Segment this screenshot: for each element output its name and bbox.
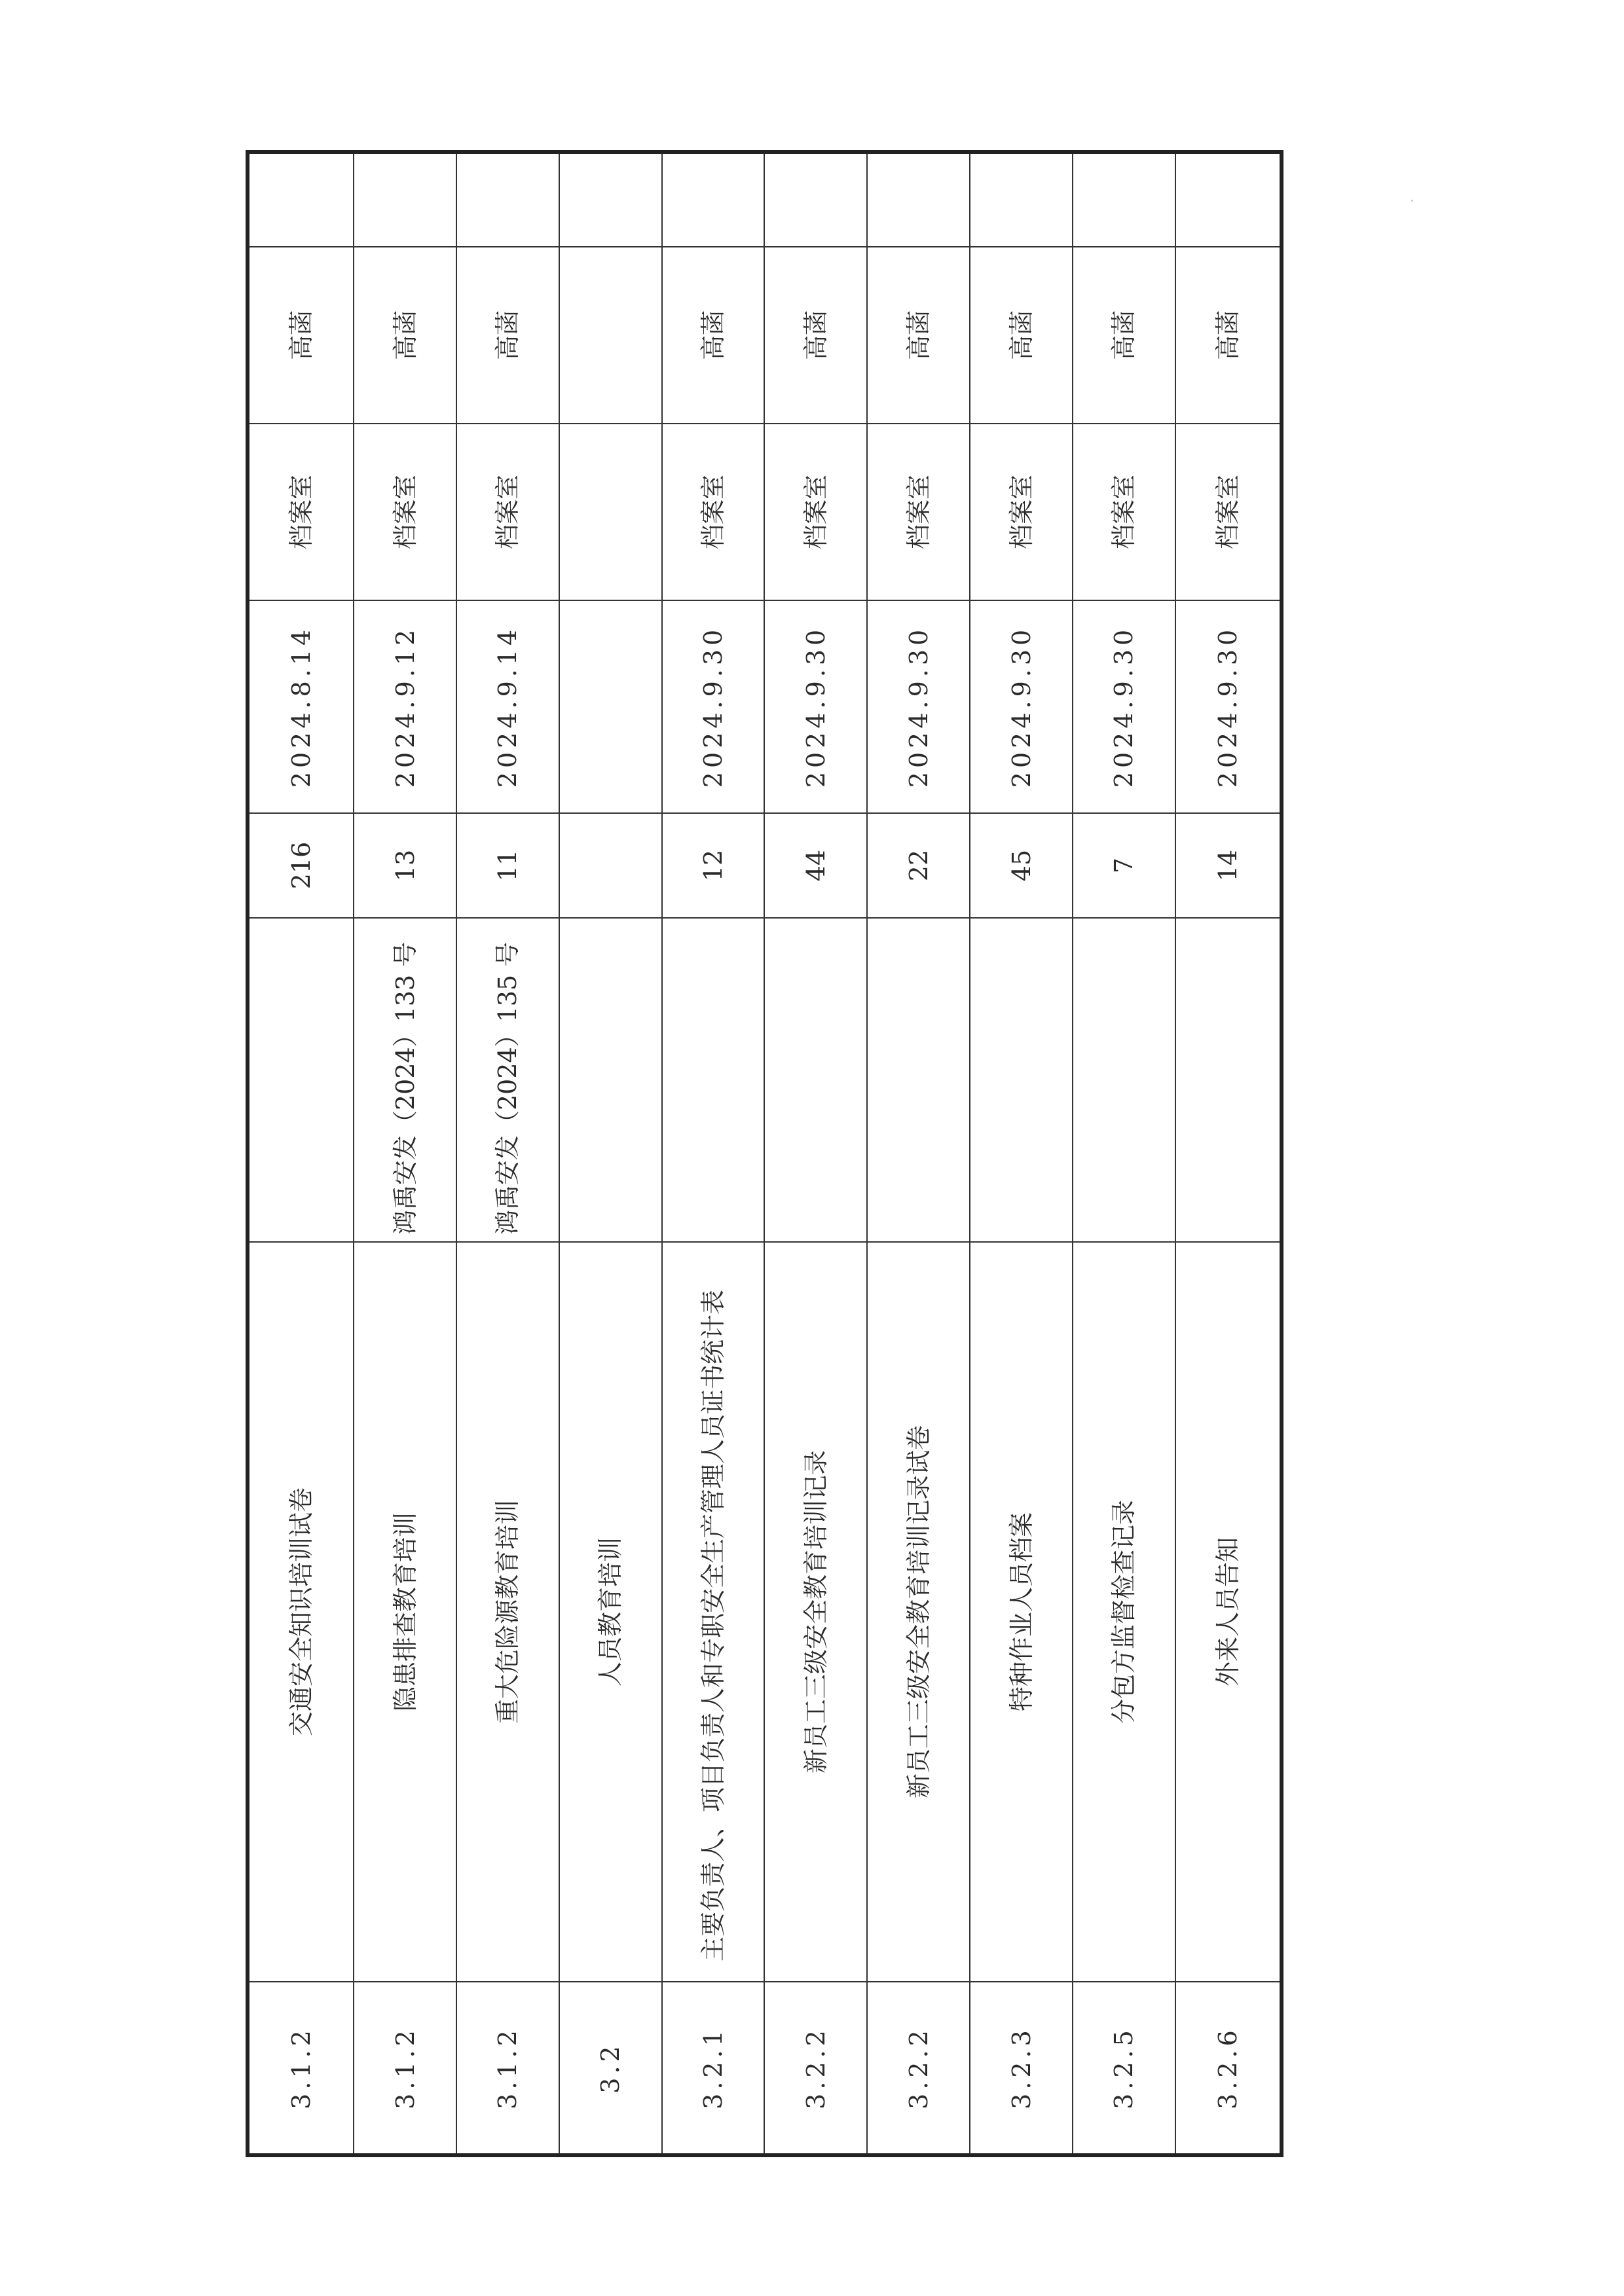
- archive-date: 2024.9.30: [1073, 600, 1175, 813]
- archive-date: [559, 600, 662, 813]
- table-row: [456, 152, 559, 2155]
- table-row: [764, 152, 867, 2155]
- remarks: [970, 152, 1073, 247]
- table-row: [970, 152, 1073, 2155]
- table-row: [1175, 152, 1282, 2155]
- item-number: 3.1.2: [248, 1982, 354, 2155]
- page-count: 22: [867, 813, 970, 918]
- rotated-page: [246, 154, 1283, 2157]
- page-count: 11: [456, 813, 559, 918]
- keeper-name: 高菡: [867, 247, 970, 424]
- document-number: [1175, 918, 1282, 1242]
- keeper-name: [559, 247, 662, 424]
- document-title: 重大危险源教育培训: [456, 1242, 559, 1982]
- remarks: [456, 152, 559, 247]
- scan-speck: [1411, 200, 1413, 202]
- table-row: [248, 152, 354, 2155]
- item-number: 3.2.6: [1175, 1982, 1282, 2155]
- archive-date: 2024.9.30: [867, 600, 970, 813]
- storage-location: 档案室: [662, 424, 765, 600]
- page-count: 45: [970, 813, 1073, 918]
- keeper-name: 高菡: [456, 247, 559, 424]
- remarks: [867, 152, 970, 247]
- storage-location: 档案室: [970, 424, 1073, 600]
- storage-location: 档案室: [867, 424, 970, 600]
- document-title: 分包方监督检查记录: [1073, 1242, 1175, 1982]
- archive-date: 2024.9.30: [1175, 600, 1282, 813]
- table-row: [354, 152, 456, 2155]
- storage-location: 档案室: [248, 424, 354, 600]
- item-number: 3.2.2: [764, 1982, 867, 2155]
- archive-date: 2024.9.30: [662, 600, 765, 813]
- item-number: 3.2.1: [662, 1982, 765, 2155]
- storage-location: 档案室: [354, 424, 456, 600]
- document-number: [867, 918, 970, 1242]
- document-number: [1073, 918, 1175, 1242]
- item-number: 3.2.5: [1073, 1982, 1175, 2155]
- page-count: 7: [1073, 813, 1175, 918]
- remarks: [1073, 152, 1175, 247]
- archive-table: [246, 150, 1283, 2157]
- page-count: 12: [662, 813, 765, 918]
- keeper-name: 高菡: [354, 247, 456, 424]
- table-row: [559, 152, 662, 2155]
- archive-date: 2024.9.14: [456, 600, 559, 813]
- page-count: 44: [764, 813, 867, 918]
- document-title: 隐患排查教育培训: [354, 1242, 456, 1982]
- archive-date: 2024.9.12: [354, 600, 456, 813]
- remarks: [662, 152, 765, 247]
- keeper-name: 高菡: [1073, 247, 1175, 424]
- table-row: [662, 152, 765, 2155]
- storage-location: 档案室: [1073, 424, 1175, 600]
- document-number: 鸿禹安发（2024）133 号: [354, 918, 456, 1242]
- item-number: 3.2: [559, 1982, 662, 2155]
- storage-location: 档案室: [456, 424, 559, 600]
- remarks: [248, 152, 354, 247]
- document-title: 特种作业人员档案: [970, 1242, 1073, 1982]
- document-number: 鸿禹安发（2024）135 号: [456, 918, 559, 1242]
- page-count: [559, 813, 662, 918]
- archive-date: 2024.9.30: [764, 600, 867, 813]
- remarks: [1175, 152, 1282, 247]
- document-title: 主要负责人、项目负责人和专职安全生产管理人员证书统计表: [662, 1242, 765, 1982]
- keeper-name: 高菡: [662, 247, 765, 424]
- document-title: 交通安全知识培训试卷: [248, 1242, 354, 1982]
- storage-location: 档案室: [1175, 424, 1282, 600]
- storage-location: 档案室: [764, 424, 867, 600]
- keeper-name: 高菡: [1175, 247, 1282, 424]
- archive-date: 2024.9.30: [970, 600, 1073, 813]
- document-number: [248, 918, 354, 1242]
- keeper-name: 高菡: [764, 247, 867, 424]
- document-title: 人员教育培训: [559, 1242, 662, 1982]
- item-number: 3.1.2: [456, 1982, 559, 2155]
- document-number: [662, 918, 765, 1242]
- storage-location: [559, 424, 662, 600]
- table-row: [867, 152, 970, 2155]
- item-number: 3.2.3: [970, 1982, 1073, 2155]
- table-row: [1073, 152, 1175, 2155]
- keeper-name: 高菡: [970, 247, 1073, 424]
- remarks: [354, 152, 456, 247]
- document-number: [559, 918, 662, 1242]
- document-number: [764, 918, 867, 1242]
- page-count: 13: [354, 813, 456, 918]
- keeper-name: 高菡: [248, 247, 354, 424]
- item-number: 3.2.2: [867, 1982, 970, 2155]
- document-title: 外来人员告知: [1175, 1242, 1282, 1982]
- page-count: 216: [248, 813, 354, 918]
- document-title: 新员工三级安全教育培训记录试卷: [867, 1242, 970, 1982]
- remarks: [764, 152, 867, 247]
- item-number: 3.1.2: [354, 1982, 456, 2155]
- page-count: 14: [1175, 813, 1282, 918]
- document-number: [970, 918, 1073, 1242]
- remarks: [559, 152, 662, 247]
- document-title: 新员工三级安全教育培训记录: [764, 1242, 867, 1982]
- archive-date: 2024.8.14: [248, 600, 354, 813]
